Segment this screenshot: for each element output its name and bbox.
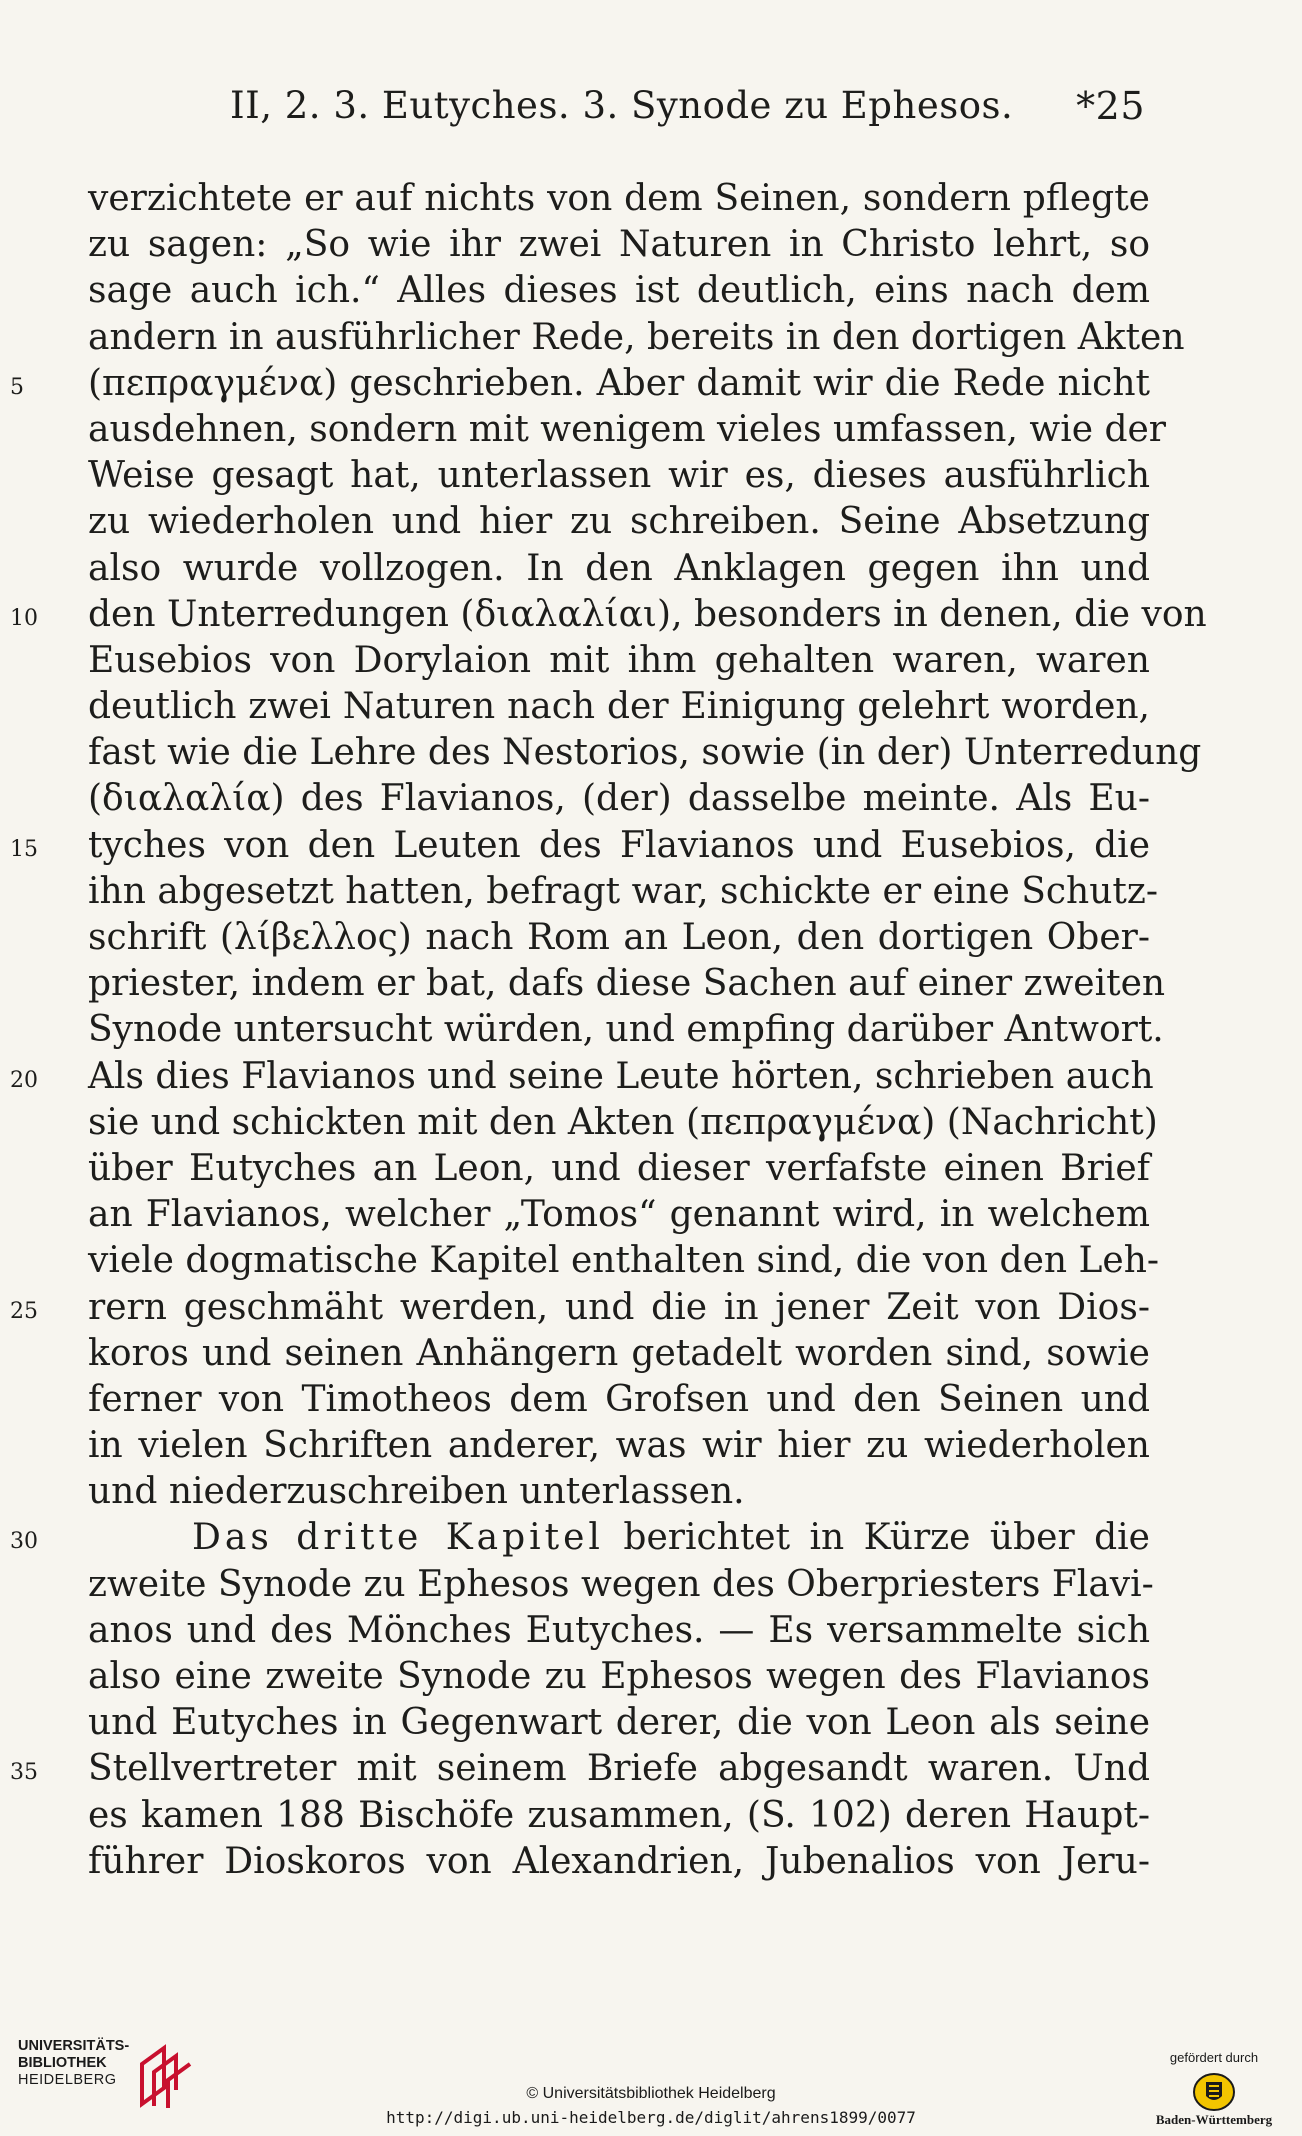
text-line [10, 1746, 1150, 1792]
library-name-line1: UNIVERSITÄTS- [18, 2038, 130, 2054]
text-line [10, 823, 1150, 869]
line-text: Stellvertreter mit seinem Briefe abgesandt waren. Und [88, 1748, 1150, 1790]
line-number: 15 [10, 836, 38, 862]
copyright-notice: © Universitätsbibliothek Heidelberg [526, 2085, 776, 2102]
text-line [10, 1515, 1150, 1561]
line-text: also eine zweite Synode zu Ephesos wegen des Flavianos [88, 1656, 1150, 1697]
text-line [88, 1423, 1150, 1469]
text-line [88, 1007, 1164, 1053]
line-text: tyches von den Leuten des Flavianos und Eusebios, die [88, 824, 1150, 866]
footer [0, 2030, 1302, 2136]
line-text: fast wie die Lehre des Nestorios, sowie (in der) Unterredung [88, 732, 1202, 774]
line-number: 5 [10, 374, 24, 400]
line-text: ihn abgesetzt hatten, befragt war, schickte er eine Schutz- [88, 870, 1159, 912]
line-text: andern in ausführlicher Rede, bereits in den dortigen Akten [88, 316, 1185, 358]
text-line [88, 1608, 1150, 1654]
line-text: (διαλαλία) des Flavianos, (der) dasselbe meinte. Als Eu- [88, 778, 1150, 820]
text-line [88, 315, 1185, 361]
line-text: ausdehnen, sondern mit wenigem vieles umfassen, wie der [88, 408, 1167, 450]
text-line [88, 1654, 1150, 1700]
line-text: zu wiederholen und hier zu schreiben. Seine Absetzung [88, 501, 1150, 543]
line-text: über Eutyches an Leon, und dieser verfafste einen Brief [88, 1147, 1150, 1189]
text-line [88, 407, 1167, 453]
text-line [88, 222, 1150, 268]
line-text: (πεπραγμένα) geschrieben. Aber damit wir die Rede nicht [88, 362, 1150, 404]
text-line [88, 1700, 1150, 1746]
line-number: 10 [10, 605, 38, 631]
line-text: ferner von Timotheos dem Grofsen und den Seinen und [88, 1378, 1150, 1420]
line-text: viele dogmatische Kapitel enthalten sind, die von den Leh- [88, 1240, 1160, 1282]
sponsor-block [1144, 2050, 1284, 2136]
line-text: verzichtete er auf nichts von dem Seinen, sondern pflegte [88, 178, 1150, 219]
text-line [88, 1839, 1150, 1885]
page-number: *25 [1076, 84, 1145, 128]
running-head: II, 2. 3. Eutyches. 3. Synode zu Ephesos. [230, 84, 1014, 127]
text-line [88, 776, 1150, 822]
text-line [88, 915, 1150, 961]
line-text: also wurde vollzogen. In den Anklagen gegen ihn und [88, 547, 1150, 589]
text-line [88, 176, 1150, 222]
line-text: in vielen Schriften anderer, was wir hier zu wiederholen [88, 1425, 1150, 1467]
line-text: und niederzuschreiben unterlassen. [88, 1471, 745, 1513]
line-number: 25 [10, 1298, 38, 1324]
body-text [10, 176, 1207, 1885]
line-text: Als dies Flavianos und seine Leute hörten, schrieben auch [88, 1055, 1154, 1097]
text-line [88, 1192, 1150, 1238]
text-line [10, 1054, 1154, 1100]
line-number: 20 [10, 1067, 38, 1093]
line-text: führer Dioskoros von Alexandrien, Jubenalios von Jeru- [88, 1840, 1150, 1882]
line-text: Eusebios von Dorylaion mit ihm gehalten waren, waren [88, 639, 1150, 681]
line-text: und Eutyches in Gegenwart derer, die von Leon als seine [88, 1702, 1150, 1744]
text-line [10, 592, 1207, 638]
page-header [230, 84, 1145, 140]
text-line [88, 1238, 1160, 1284]
text-line [88, 1562, 1154, 1608]
line-text: zu sagen: „So wie ihr zwei Naturen in Christo lehrt, so [88, 224, 1150, 266]
line-number: 30 [10, 1529, 38, 1555]
line-text: Weise gesagt hat, unterlassen wir es, dieses ausführlich [88, 455, 1150, 497]
text-line [88, 869, 1159, 915]
library-name-line2: BIBLIOTHEK [18, 2055, 107, 2071]
chapter-heading-spaced: Das dritte Kapitel [192, 1517, 604, 1559]
text-line [88, 1377, 1150, 1423]
line-text: schrift (λίβελλος) nach Rom an Leon, den dortigen Ober- [88, 917, 1150, 958]
line-text: an Flavianos, welcher „Tomos“ genannt wird, in welchem [88, 1194, 1150, 1236]
text-line [88, 499, 1150, 545]
permalink-url[interactable]: http://digi.ub.uni-heidelberg.de/diglit/ahrens1899/0077 [386, 2108, 916, 2127]
library-name-line3: HEIDELBERG [18, 2072, 117, 2088]
text-line [88, 268, 1150, 314]
line-text: zweite Synode zu Ephesos wegen des Oberpriesters Flavi- [88, 1563, 1154, 1605]
sponsor-label: gefördert durch [1169, 2050, 1259, 2065]
line-text: den Unterredungen (διαλαλίαι), besonders in denen, die von [88, 593, 1207, 635]
line-number: 35 [10, 1760, 38, 1786]
line-text: priester, indem er bat, dafs diese Sachen auf einer zweiten [88, 963, 1166, 1005]
line-text: berichtet in Kürze über die [603, 1517, 1150, 1559]
line-text: sie und schickten mit den Akten (πεπραγμένα) (Nachricht) [88, 1101, 1158, 1143]
line-text: koros und seinen Anhängern getadelt worden sind, sowie [88, 1332, 1150, 1374]
text-line [88, 546, 1150, 592]
text-line [88, 1100, 1158, 1146]
text-line [88, 1793, 1150, 1839]
sponsor-name: Baden-Württemberg [1155, 2112, 1273, 2127]
line-text: Synode untersucht würden, und empfing darüber Antwort. [88, 1009, 1164, 1051]
text-line [88, 1469, 1150, 1515]
line-text: es kamen 188 Bischöfe zusammen, (S. 102) deren Haupt- [88, 1794, 1150, 1836]
text-line [88, 1146, 1150, 1192]
text-line [88, 638, 1150, 684]
text-line [88, 453, 1150, 499]
line-text: sage auch ich.“ Alles dieses ist deutlich, eins nach dem [88, 270, 1150, 312]
text-line [88, 961, 1166, 1007]
baden-wuerttemberg-coat-of-arms-icon [1192, 2072, 1236, 2112]
line-text: anos und des Mönches Eutyches. — Es versammelte sich [88, 1609, 1150, 1651]
line-text: rern geschmäht werden, und die in jener Zeit von Dios- [88, 1286, 1150, 1328]
text-line [10, 361, 1150, 407]
text-line [10, 1285, 1150, 1331]
line-text: deutlich zwei Naturen nach der Einigung gelehrt worden, [88, 686, 1150, 728]
text-line [88, 684, 1150, 730]
text-line [88, 730, 1202, 776]
text-line [88, 1331, 1150, 1377]
